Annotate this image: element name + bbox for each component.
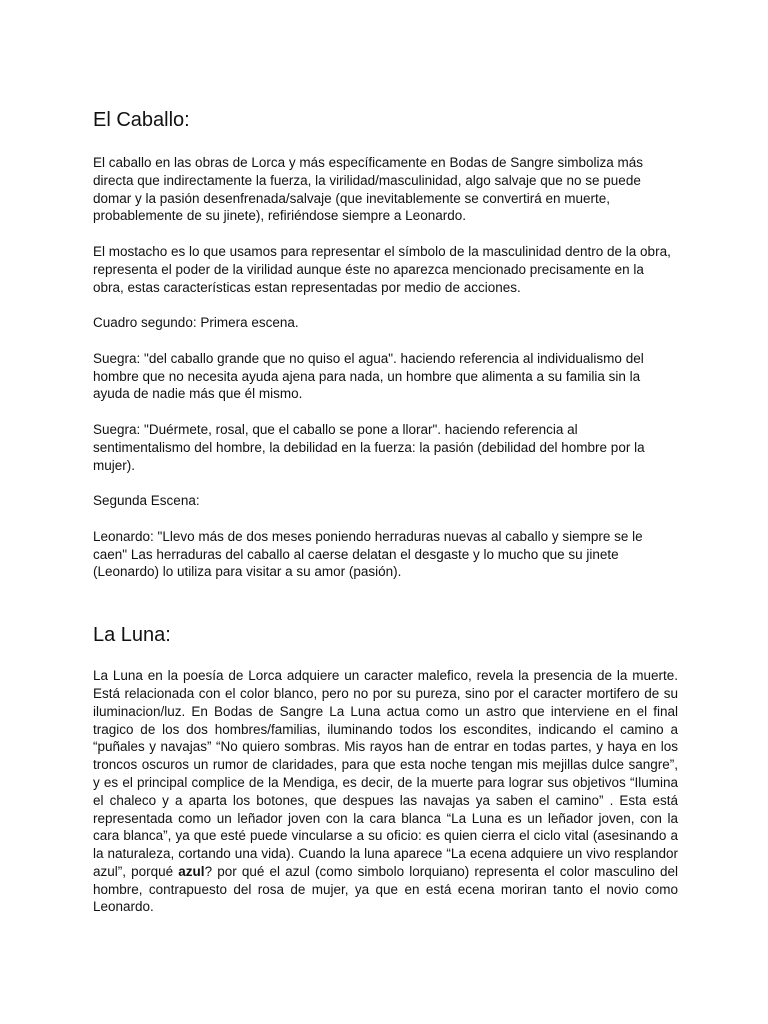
document-page bbox=[93, 108, 678, 934]
paragraph-luna-bold-azul: azul bbox=[178, 863, 205, 879]
paragraph-leonardo: Leonardo: "Llevo más de dos meses poniendo herraduras nuevas al caballo y siempre se le caen" Las herraduras del caballo al caerse delatan el desgaste y lo mucho que su jinete (Leonardo) lo utiliza para visitar a su amor (pasión). bbox=[93, 528, 643, 580]
paragraph-suegra-rosal: Suegra: "Duérmete, rosal, que el caballo se pone a llorar". haciendo referencia al sentimentalismo del hombre, la debilidad en la fuerza: la pasión (debilidad del hombre por la mujer). bbox=[93, 421, 645, 473]
section-heading-luna: La Luna: bbox=[93, 624, 171, 647]
paragraph-cuadro-segundo: Cuadro segundo: Primera escena. bbox=[93, 315, 299, 331]
paragraph-luna-part-1: La Luna en la poesía de Lorca adquiere un caracter malefico, revela la presencia de la muerte. Está relacionada con el color blanco, pero no por su pureza, sino por el caracter mortifero de su iluminacion/luz. En Bodas de Sangre La Luna actua como un astro que interviene en el final tragico de los dos hombres/familias, iluminando todos los escondites, indicando el camino a “puñales y navajas” “No quiero sombras. Mis rayos han de entrar en todas partes, y haya en los troncos oscuros un rumor de claridades, para que esta noche tengan mis mejillas dulce sangre”, y es el principal complice de la Mendiga, es decir, de la muerte para lograr sus objetivos “Ilumina el chaleco y a aparta los botones, que despues las navajas ya saben el camino” . Esta está representada como un leñador joven con la cara blanca “La Luna es un leñador joven, con la cara blanca”, ya que esté puede vincularse a su oficio: es quien cierra el ciclo vital (asesinando a la naturaleza, cortando una vida). Cuando la luna aparece “La ecena adquiere un vivo resplandor azul”, porqué bbox=[93, 668, 678, 879]
paragraph-suegra-agua: Suegra: "del caballo grande que no quiso el agua". haciendo referencia al individualismo del hombre que no necesita ayuda ajena para nada, un hombre que alimenta a su familia sin la ayuda de nadie más que él mismo. bbox=[93, 350, 644, 402]
section-heading-caballo: El Caballo: bbox=[93, 109, 190, 131]
paragraph-mostacho: El mostacho es lo que usamos para representar el símbolo de la masculinidad dentro de la obra, representa el poder de la virilidad aunque éste no aparezca mencionado precisamente en la obra, estas características estan representadas por medio de acciones. bbox=[93, 243, 671, 295]
paragraph-luna bbox=[93, 667, 678, 916]
paragraph-caballo-intro: El caballo en las obras de Lorca y más específicamente en Bodas de Sangre simboliza más directa que indirectamente la fuerza, la virilidad/masculinidad, algo salvaje que no se puede domar y la pasión desenfrenada/salvaje (que inevitablemente se convertirá en muerte, probablemente de su jinete), refiriéndose siempre a Leonardo. bbox=[93, 155, 644, 224]
paragraph-luna-part-2: ? por qué el azul (como simbolo lorquiano) representa el color masculino del hombre, contrapuesto del rosa de mujer, ya que en está ecena moriran tanto el novio como Leonardo. bbox=[93, 863, 678, 915]
paragraph-segunda-escena: Segunda Escena: bbox=[93, 493, 200, 509]
